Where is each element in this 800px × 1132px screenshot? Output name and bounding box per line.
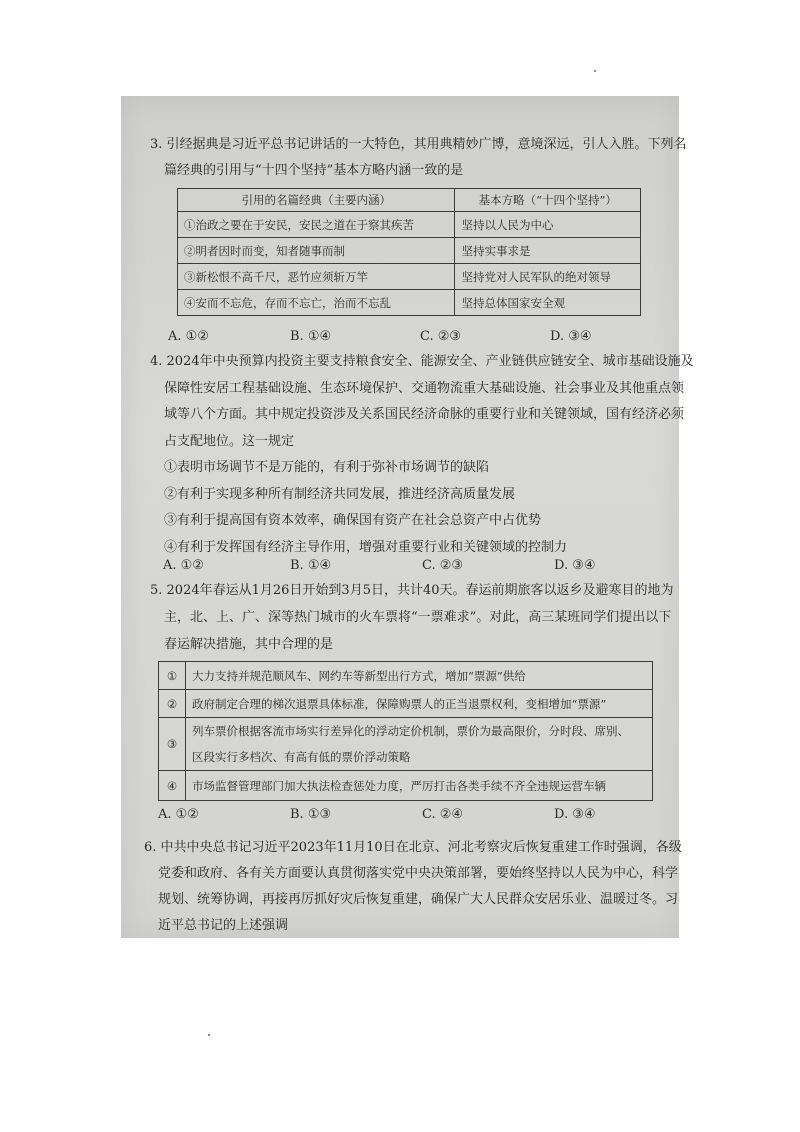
statement-1: ①表明市场调节不是万能的，有利于弥补市场调节的缺陷 <box>164 460 490 475</box>
question-4-stem <box>150 349 694 561</box>
table-cell: ③新松恨不高千尺，恶竹应须斩万竿 <box>178 264 455 290</box>
question-4-line: 4. 2024年中央预算内投资主要支持粮食安全、能源安全、产业链供应链安全、城市基础设施及 <box>150 354 694 369</box>
question-6-line: 6. 中共中央总书记习近平2023年11月10日在北京、河北考察灾后恢复重建工作时强调，各级 <box>144 840 682 855</box>
table-cell: 政府制定合理的梯次退票具体标准，保障购票人的正当退票权利，变相增加“票源” <box>186 690 653 718</box>
question-5-line: 5. 2024年春运从1月26日开始到3月5日，共计40天。春运前期旅客以返乡及避寒目的地为 <box>150 583 674 598</box>
option-c[interactable]: C. ②③ <box>420 329 462 344</box>
table-row <box>159 718 653 771</box>
question-6-line: 近平总书记的上述强调 <box>158 918 289 933</box>
cell-line: 列车票价根据客流市场实行差异化的浮动定价机制，票价为最高限价，分时段、席别、 <box>192 724 629 738</box>
option-b[interactable]: B. ①④ <box>290 558 332 573</box>
question-3-table <box>177 188 641 316</box>
question-5-line: 春运解决措施，其中合理的是 <box>164 637 334 652</box>
cell-line: 区段实行多档次、有高有低的票价浮动策略 <box>192 750 411 764</box>
option-a[interactable]: A. ①② <box>163 558 204 573</box>
row-number: ④ <box>159 771 186 801</box>
table-cell: ④安而不忘危，存而不忘亡，治而不忘乱 <box>178 290 455 316</box>
question-4-line: 域等八个方面。其中规定投资涉及关系国民经济命脉的重要行业和关键领域，国有经济必须 <box>164 407 685 422</box>
statement-3: ③有利于提高国有资本效率，确保国有资产在社会总资产中占优势 <box>164 513 542 528</box>
question-4-line: 占支配地位。这一规定 <box>164 433 295 449</box>
table-header: 引用的名篇经典（主要内涵） <box>178 189 455 212</box>
table-header: 基本方略（“十四个坚持”） <box>455 189 641 212</box>
table-cell: ①治政之要在于安民，安民之道在于察其疾苦 <box>178 212 455 238</box>
question-3-line: 篇经典的引用与“十四个坚持”基本方略内涵一致的是 <box>164 163 464 178</box>
option-c[interactable]: C. ②④ <box>422 807 464 822</box>
table-cell: 市场监督管理部门加大执法检查惩处力度，严厉打击各类手续不齐全违规运营车辆 <box>186 771 653 801</box>
row-number: ① <box>159 662 186 690</box>
table-cell: 坚持总体国家安全观 <box>455 290 641 316</box>
question-6-line: 规划、统筹协调，再接再厉抓好灾后恢复重建，确保广大人民群众安居乐业、温暖过冬。习 <box>158 892 679 907</box>
question-5-stem <box>150 577 674 658</box>
question-4-line: 保障性安居工程基础设施、生态环境保护、交通物流重大基础设施、社会事业及其他重点领 <box>164 380 685 396</box>
option-a[interactable]: A. ①② <box>158 807 199 822</box>
question-6-line: 党委和政府、各有关方面要认真贯彻落实党中央决策部署，要始终坚持以人民为中心，科学 <box>158 866 679 881</box>
statement-2: ②有利于实现多种所有制经济共同发展，推进经济高质量发展 <box>164 486 516 502</box>
table-cell: 坚持以人民为中心 <box>455 212 641 238</box>
question-5-table <box>158 661 653 801</box>
table-row <box>159 690 653 718</box>
option-a[interactable]: A. ①② <box>168 329 209 344</box>
speck <box>594 70 596 72</box>
table-cell: 坚持实事求是 <box>455 238 641 264</box>
question-5-line: 主，北、上、广、深等热门城市的火车票将“一票难求”。对此，高三某班同学们提出以下 <box>164 610 672 625</box>
row-number: ③ <box>159 718 186 771</box>
option-b[interactable]: B. ①③ <box>290 807 332 822</box>
question-6-stem <box>144 835 682 939</box>
option-c[interactable]: C. ②③ <box>422 558 464 573</box>
table-cell: 大力支持并规范顺风车、网约车等新型出行方式，增加“票源”供给 <box>186 662 653 690</box>
question-3-stem <box>150 132 687 184</box>
table-row <box>178 212 641 238</box>
option-d[interactable]: D. ③④ <box>554 807 596 822</box>
option-d[interactable]: D. ③④ <box>550 329 592 344</box>
option-b[interactable]: B. ①④ <box>290 329 332 344</box>
table-cell: 坚持党对人民军队的绝对领导 <box>455 264 641 290</box>
table-row <box>178 290 641 316</box>
speck <box>208 1034 210 1036</box>
table-row <box>178 264 641 290</box>
table-row <box>159 662 653 690</box>
question-3-line: 3. 引经据典是习近平总书记讲话的一大特色，其用典精妙广博，意境深远，引人入胜。下列名 <box>150 137 687 152</box>
row-number: ② <box>159 690 186 718</box>
table-cell: ②明者因时而变，知者随事而制 <box>178 238 455 264</box>
table-cell <box>186 718 653 771</box>
statement-4: ④有利于发挥国有经济主导作用，增强对重要行业和关键领域的控制力 <box>164 539 568 555</box>
option-d[interactable]: D. ③④ <box>554 558 596 573</box>
table-row <box>178 238 641 264</box>
table-row <box>159 771 653 801</box>
